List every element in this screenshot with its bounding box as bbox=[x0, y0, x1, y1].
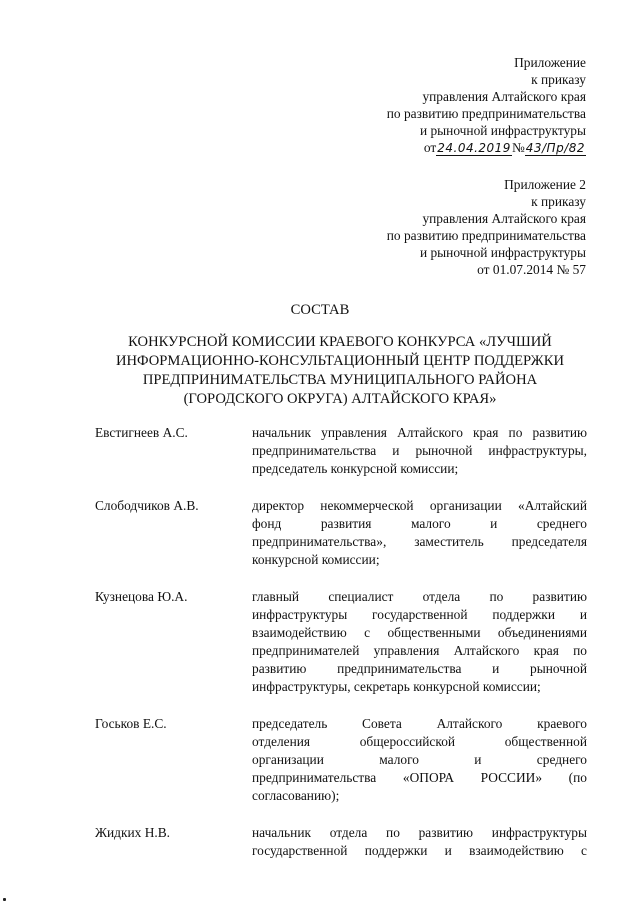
role-line: инфраструктуры, секретарь конкурсной комиссии; bbox=[252, 679, 541, 694]
subtitle-line: ПРЕДПРИНИМАТЕЛЬСТВА МУНИЦИПАЛЬНОГО РАЙОНА bbox=[142, 372, 538, 388]
member-role bbox=[252, 588, 587, 696]
subtitle-line: ИНФОРМАЦИОННО-КОНСУЛЬТАЦИОННЫЙ ЦЕНТР ПОДДЕРЖКИ bbox=[115, 353, 565, 369]
role-line: главный специалист отдела по развитию bbox=[252, 589, 587, 604]
annex2-header bbox=[387, 176, 586, 278]
member-role bbox=[252, 824, 587, 860]
annex2-line: управления Алтайского края bbox=[422, 211, 586, 226]
role-line: государственной поддержки и взаимодействию с bbox=[252, 843, 587, 858]
member-entry bbox=[95, 715, 587, 805]
annex2-line: Приложение 2 bbox=[504, 177, 586, 192]
role-line: согласованию); bbox=[252, 788, 340, 803]
number-sign: № bbox=[511, 140, 525, 155]
member-role bbox=[252, 497, 587, 569]
annex-date-line bbox=[387, 139, 586, 156]
role-line: председатель конкурсной комиссии; bbox=[252, 461, 459, 476]
handwritten-date: 24.04.2019 bbox=[437, 141, 511, 155]
member-entry bbox=[95, 824, 587, 860]
member-entry bbox=[95, 497, 587, 569]
annex2-line: по развитию предпринимательства bbox=[386, 228, 586, 243]
role-line: директор некоммерческой организации «Алтайский bbox=[252, 498, 587, 513]
subtitle-line: КОНКУРСНОЙ КОМИССИИ КРАЕВОГО КОНКУРСА «ЛУЧШИЙ bbox=[128, 334, 552, 350]
member-entry bbox=[95, 588, 587, 696]
member-role bbox=[252, 715, 587, 805]
annex-line: Приложение bbox=[514, 55, 586, 70]
role-line: предпринимательства «ОПОРА РОССИИ» (по bbox=[252, 770, 587, 785]
role-line: взаимодействию с общественными объединениями bbox=[252, 625, 587, 640]
document-title: СОСТАВ bbox=[290, 302, 350, 318]
member-name: Госьков Е.С. bbox=[95, 716, 167, 731]
annex-header bbox=[387, 54, 586, 156]
member-role bbox=[252, 424, 587, 478]
document-subtitle bbox=[80, 333, 600, 409]
date-prefix: от bbox=[423, 140, 437, 155]
member-name: Жидких Н.В. bbox=[95, 825, 170, 840]
member-name: Евстигнеев А.С. bbox=[95, 425, 188, 440]
role-line: начальник отдела по развитию инфраструктуры bbox=[252, 825, 587, 840]
role-line: предпринимателей управления Алтайского края по bbox=[252, 643, 587, 658]
role-line: председатель Совета Алтайского краевого bbox=[252, 716, 587, 731]
role-line: конкурсной комиссии; bbox=[252, 552, 380, 567]
member-entry bbox=[95, 424, 587, 478]
annex-line: по развитию предпринимательства bbox=[386, 106, 586, 121]
role-line: отделения общероссийской общественной bbox=[252, 734, 587, 749]
annex-line: к приказу bbox=[531, 72, 586, 87]
role-line: предпринимательства», заместитель председателя bbox=[252, 534, 587, 549]
role-line: начальник управления Алтайского края по развитию bbox=[252, 425, 587, 440]
annex-line: и рыночной инфраструктуры bbox=[419, 123, 586, 138]
handwritten-number: 43/Пр/82 bbox=[525, 141, 585, 155]
role-line: инфраструктуры государственной поддержки и bbox=[252, 607, 587, 622]
subtitle-line: (ГОРОДСКОГО ОКРУГА) АЛТАЙСКОГО КРАЯ» bbox=[183, 391, 497, 407]
annex-line: управления Алтайского края bbox=[422, 89, 586, 104]
role-line: развитию предпринимательства и рыночной bbox=[252, 661, 587, 676]
member-name: Слободчиков А.В. bbox=[95, 498, 199, 513]
member-name: Кузнецова Ю.А. bbox=[95, 589, 188, 604]
annex2-line: к приказу bbox=[531, 194, 586, 209]
annex2-line: и рыночной инфраструктуры bbox=[419, 245, 586, 260]
scan-speck bbox=[3, 898, 6, 901]
role-line: организации малого и среднего bbox=[252, 752, 587, 767]
annex2-line: от 01.07.2014 № 57 bbox=[477, 262, 586, 277]
members-list bbox=[95, 424, 587, 879]
role-line: предпринимательства и рыночной инфраструктуры, bbox=[252, 443, 587, 458]
role-line: фонд развития малого и среднего bbox=[252, 516, 587, 531]
